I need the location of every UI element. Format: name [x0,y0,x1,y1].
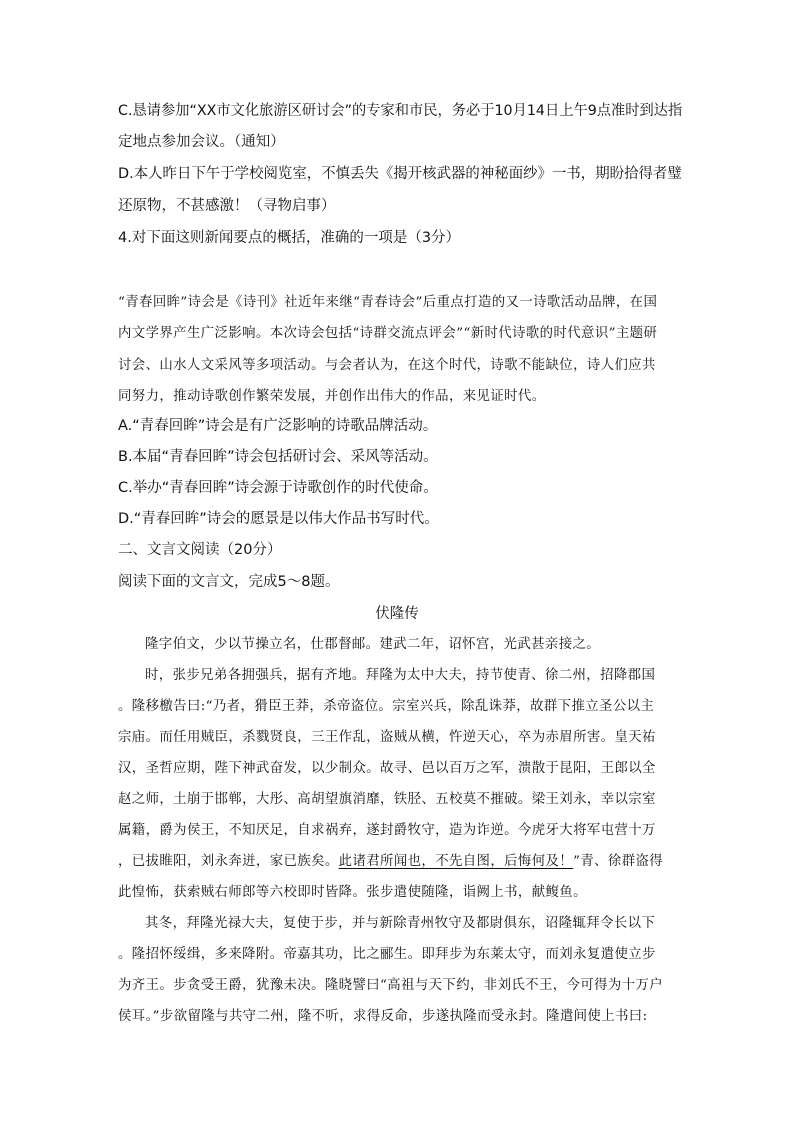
passage-line-7: 属籍，爵为侯王，不知厌足，自求祸弃，遂封爵牧守，造为诈逆。今虎牙大将军屯营十万 [118,823,656,838]
passage-line-5: 汉，圣哲应期，陛下神武奋发，以少制众。故寻、邑以百万之军，溃散于昆阳，王郎以全 [118,761,656,776]
line8-post: ”青、徐群盗得 [573,854,664,869]
section-instruction: 阅读下面的文言文，完成5～8题。 [118,574,340,590]
question-4: 4.对下面这则新闻要点的概括，准确的一项是（3分） [118,230,461,246]
passage-line-11: 。隆招怀绥缉，多来降附。帝嘉其功，比之郦生。即拜步为东莱太守，而刘永复遣使立步 [118,947,656,962]
option-b: B.本届“青春回眸”诗会包括研讨会、采风等活动。 [118,449,438,465]
option-a: A.“青春回眸”诗会是有广泛影响的诗歌品牌活动。 [118,418,438,434]
section-heading: 二、文言文阅读（20分） [118,542,282,558]
passage-line-4: 宗庙。而任用贼臣，杀戮贤良，三王作乱，盗贼从横，忤逆天心，卒为赤眉所害。皇天祐 [118,730,656,745]
passage-line-9: 此惶怖，获索贼右师郎等六校即时皆降。张步遣使随隆，诣阙上书，献鳆鱼。 [118,885,587,900]
option-c-line2: 定地点参加会议。（通知） [118,134,285,150]
underlined-sentence: 此诸君所闻也，不先自图，后悔何及！ [338,854,574,869]
passage-line-13: 侯耳。”步欲留隆与共守二州，隆不听，求得反命，步遂执隆而受永封。隆遣间使上书曰: [118,1009,648,1024]
option-d-line2: 还原物，不甚感激！（寻物启事） [118,198,336,214]
option-c-line1: C.恳请参加“XX市文化旅游区研讨会”的专家和市民，务必于10月14日上午9点准时到达指 [118,103,683,119]
news-line-3: 讨会、山水人文采风等多项活动。与会者认为，在这个时代，诗歌不能缺位，诗人们应共 [118,358,656,373]
option-d-line1: D.本人昨日下午于学校阅览室，不慎丢失《揭开核武器的神秘面纱》一书，期盼拾得者璧 [118,166,682,182]
passage-line-10: 其冬，拜隆光禄大夫，复使于步，并与新除青州牧守及都尉俱东，诏隆辄拜令长以下 [145,916,656,931]
passage-line-12: 为齐王。步贪受王爵，犹豫未决。隆晓譬曰“高祖与天下约，非刘氏不王，今可得为十万户 [118,978,664,993]
line8-pre: ，已拔睢阳，刘永奔迸，家已族矣。 [118,854,339,869]
option-d: D.“青春回眸”诗会的愿景是以伟大作品书写时代。 [118,511,439,527]
passage-line-6: 赵之师，土崩于邯郸，大彤、高胡望旗消靡，铁胫、五校莫不摧破。梁王刘永，幸以宗室 [118,792,656,807]
news-line-2: 内文学界产生广泛影响。本次诗会包括“诗群交流点评会”“新时代诗歌的时代意识”主题研 [118,326,658,341]
news-line-1: “青春回眸”诗会是《诗刊》社近年来继“青春诗会”后重点打造的又一诗歌活动品牌，在国 [118,295,658,310]
passage-line-3: 。隆移檄告曰:“乃者，猾臣王莽，杀帝盗位。宗室兴兵，除乱诛莽，故群下推立圣公以主 [118,699,655,714]
option-c: C.举办“青春回眸”诗会源于诗歌创作的时代使命。 [118,480,438,496]
news-line-4: 同努力，推动诗歌创作繁荣发展，并创作出伟大的作品，来见证时代。 [118,389,546,404]
passage-title: 伏隆传 [375,606,419,622]
passage-line-2: 时，张步兄弟各拥强兵，据有齐地。拜隆为太中大夫，持节使青、徐二州，招降郡国 [145,668,656,683]
passage-para-1: 隆字伯文，少以节操立名，仕郡督邮。建武二年，诏怀宫，光武甚亲接之。 [145,637,601,652]
passage-line-8 [118,852,663,872]
